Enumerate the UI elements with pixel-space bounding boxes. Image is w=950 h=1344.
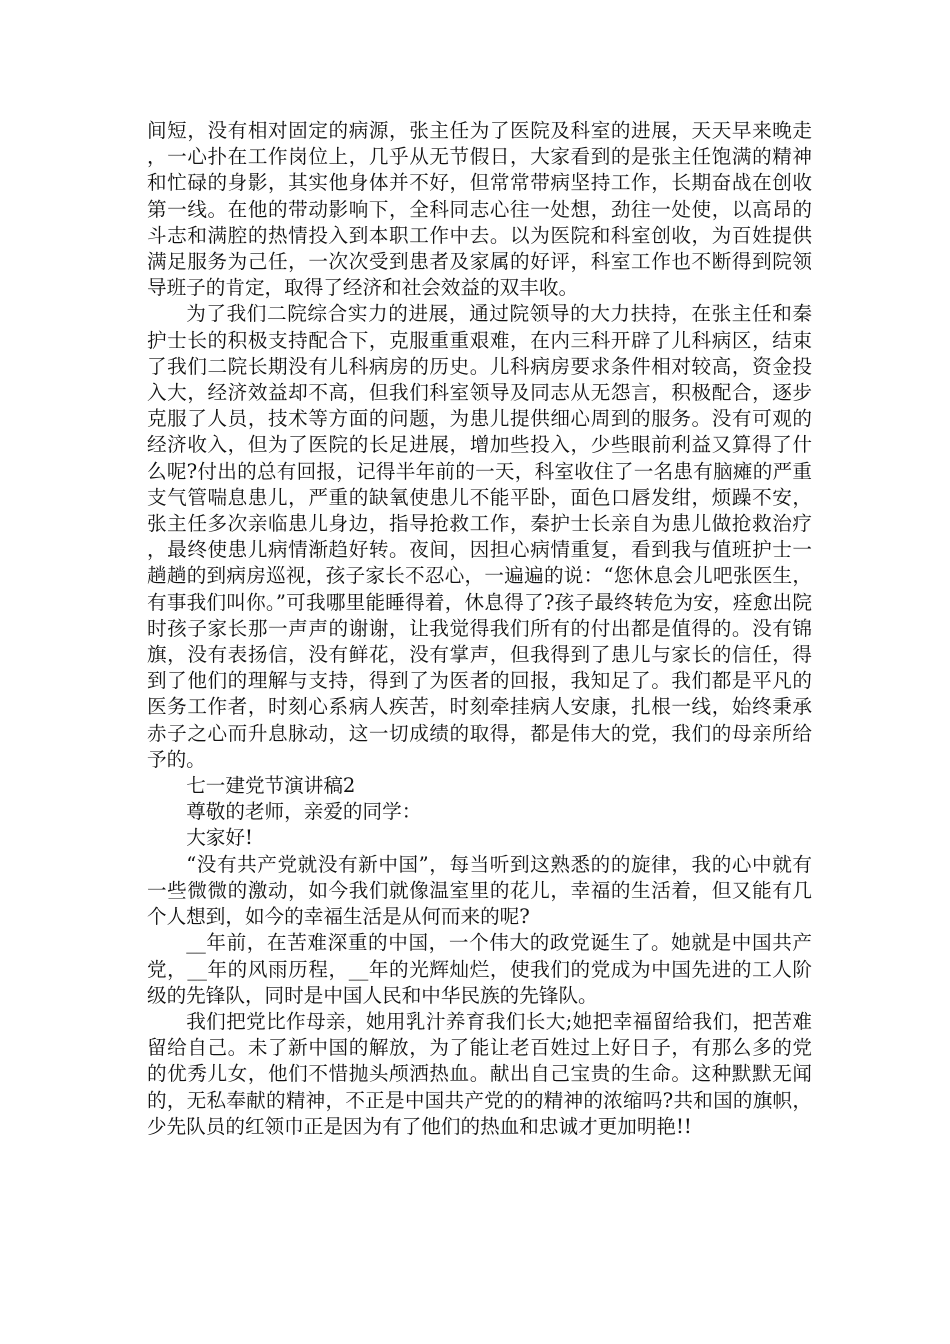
speech-greeting: 大家好! [186,826,253,850]
document-body [147,118,812,1140]
paragraph-party-mother: 我们把党比作母亲，她用乳汁养育我们长大;她把幸福留给我们，把苦难留给自己。未了新中国的解放，为了能让老百姓过上好日子，有那么多的党的优秀儿女，他们不惜抛头颅洒热血。献出自己宝贵的生命。这种默默无闻的，无私奉献的精神，不正是中国共产党的的精神的浓缩吗?共和国的旗帜，少先队员的红领巾正是因为有了他们的热血和忠诚才更加明艳!! [147,1009,812,1138]
paragraph-continued: 间短，没有相对固定的病源，张主任为了医院及科室的进展，天天早来晚走，一心扑在工作岗位上，几乎从无节假日，大家看到的是张主任饱满的精神和忙碌的身影，其实他身体并不好，但常常带病坚持工作，长期奋战在创收第一线。在他的带动影响下，全科同志心往一处想，劲往一处使，以高昂的斗志和满腔的热情投入到本职工作中去。以为医院和科室创收，为百姓提供满足服务为己任，一次次受到患者及家属的好评，科室工作也不断得到院领导班子的肯定，取得了经济和社会效益的双丰收。 [147,119,812,300]
speech-title: 七一建党节演讲稿2 [186,774,356,798]
paragraph-song: “没有共产党就没有新中国”，每当听到这熟悉的的旋律，我的心中就有一些微微的激动，如今我们就像温室里的花儿，幸福的生活着，但又能有几个人想到，如今的幸福生活是从何而来的呢? [147,852,812,929]
paragraph-party-history: __年前，在苦难深重的中国，一个伟大的政党诞生了。她就是中国共产党，__年的风雨历程，__年的光辉灿烂，使我们的党成为中国先进的工人阶级的先锋队，同时是中国人民和中华民族的先锋队。 [147,931,812,1007]
paragraph-pediatric-ward: 为了我们二院综合实力的进展，通过院领导的大力扶持，在张主任和秦护士长的积极支持配合下，克服重重艰难，在内三科开辟了儿科病区，结束了我们二院长期没有儿科病房的历史。儿科病房要求条件相对较高，资金投入大，经济效益却不高，但我们科室领导及同志从无怨言，积极配合，逐步克服了人员，技术等方面的问题，为患儿提供细心周到的服务。没有可观的经济收入，但为了医院的长足进展，增加些投入，少些眼前利益又算得了什么呢?付出的总有回报，记得半年前的一天，科室收住了一名患有脑瘫的严重支气管喘息患儿，严重的缺氧使患儿不能平卧，面色口唇发绀，烦躁不安，张主任多次亲临患儿身边，指导抢救工作，秦护士长亲自为患儿做抢救治疗，最终使患儿病情渐趋好转。夜间，因担心病情重复，看到我与值班护士一趟趟的到病房巡视，孩子家长不忍心，一遍遍的说：“您休息会儿吧张医生，有事我们叫你。”可我哪里能睡得着，休息得了?孩子最终转危为安，痊愈出院时孩子家长那一声声的谢谢，让我觉得我们所有的付出都是值得的。没有锦旗，没有表扬信，没有鲜花，没有掌声，但我得到了患儿与家长的信任，得到了他们的理解与支持，得到了为医者的回报，我知足了。我们都是平凡的医务工作者，时刻心系病人疾苦，时刻牵挂病人安康，扎根一线，始终秉承赤子之心而升息脉动，这一切成绩的取得，都是伟大的党，我们的母亲所给予的。 [147,302,812,771]
speech-salutation: 尊敬的老师，亲爱的同学： [186,800,422,824]
